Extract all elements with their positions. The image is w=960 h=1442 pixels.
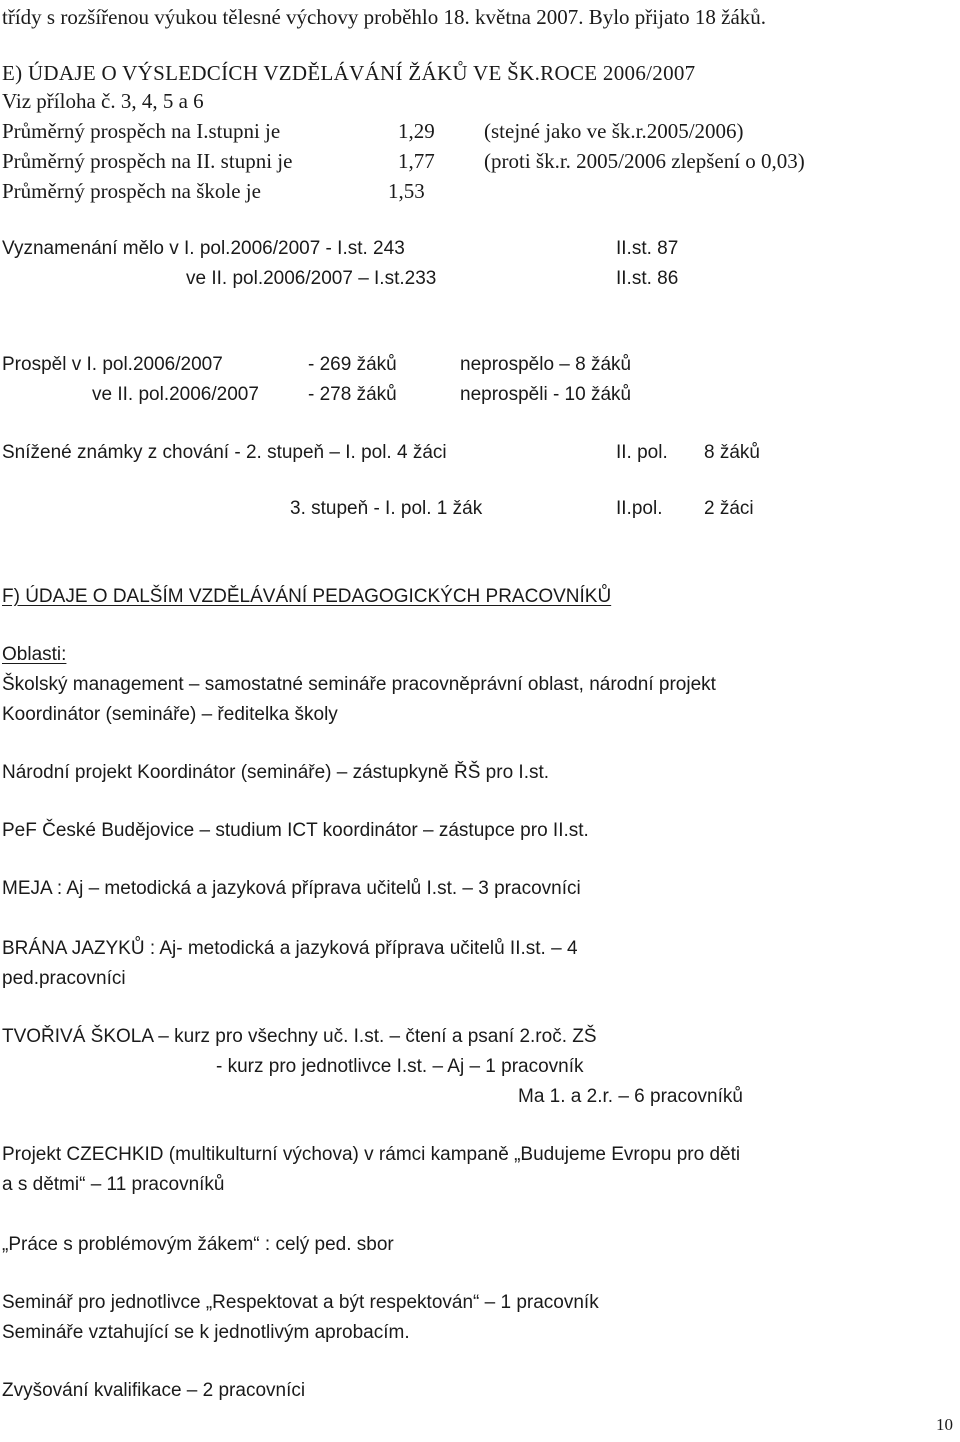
section-e-heading: E) ÚDAJE O VÝSLEDCÍCH VZDĚLÁVÁNÍ ŽÁKŮ VE ŠK.ROCE 2006/2007 [2,61,696,85]
training-line: MEJA : Aj – metodická a jazyková příprava učitelů I.st. – 3 pracovníci [2,878,581,899]
training-line: a s dětmi“ – 11 pracovníků [2,1174,225,1195]
average-value: 1,53 [388,179,425,203]
training-line: Semináře vztahující se k jednotlivým aprobacím. [2,1322,410,1343]
behaviour-pol: II.pol. [616,498,663,519]
training-line: Projekt CZECHKID (multikulturní výchova) v rámci kampaně „Budujeme Evropu pro děti [2,1144,741,1165]
behaviour-pol: II. pol. [616,442,668,463]
average-note: (proti šk.r. 2005/2006 zlepšení o 0,03) [484,149,805,173]
passed-label: ve II. pol.2006/2007 [92,384,259,405]
passed-label: Prospěl v I. pol.2006/2007 [2,354,223,375]
average-label: Průměrný prospěch na II. stupni je [2,149,293,173]
honors-right: II.st. 87 [616,238,679,259]
training-line: ped.pracovníci [2,968,126,989]
average-note: (stejné jako ve šk.r.2005/2006) [484,119,744,143]
average-label: Průměrný prospěch na I.stupni je [2,119,281,143]
behaviour-count: 8 žáků [704,442,760,463]
training-line: BRÁNA JAZYKŮ : Aj- metodická a jazyková příprava učitelů II.st. – 4 [2,938,578,959]
training-line: Zvyšování kvalifikace – 2 pracovníci [2,1380,306,1401]
average-label: Průměrný prospěch na škole je [2,179,261,203]
honors-label: Vyznamenání mělo v I. pol.2006/2007 - I.st. 243 [2,238,405,259]
training-line: Ma 1. a 2.r. – 6 pracovníků [518,1086,743,1107]
behaviour-label: Snížené známky z chování - 2. stupeň – I. pol. 4 žáci [2,442,447,463]
section-f-heading: F) ÚDAJE O DALŠÍM VZDĚLÁVÁNÍ PEDAGOGICKÝCH PRACOVNÍKŮ [2,586,612,607]
training-line: TVOŘIVÁ ŠKOLA – kurz pro všechny uč. I.st. – čtení a psaní 2.roč. ZŠ [2,1026,597,1047]
passed-count: - 278 žáků [308,384,397,405]
training-line: „Práce s problémovým žákem“ : celý ped. sbor [2,1234,394,1255]
passed-count: - 269 žáků [308,354,397,375]
failed-count: neprospěli - 10 žáků [460,384,632,405]
page-number: 10 [936,1415,953,1434]
attachment-reference: Viz příloha č. 3, 4, 5 a 6 [2,89,204,113]
training-line: Seminář pro jednotlivce „Respektovat a být respektován“ – 1 pracovník [2,1292,599,1313]
training-line: Školský management – samostatné semináře pracovněprávní oblast, národní projekt [2,674,716,695]
training-line: PeF České Budějovice – studium ICT koordinátor – zástupce pro II.st. [2,820,589,841]
areas-label: Oblasti: [2,644,67,665]
training-line: - kurz pro jednotlivce I.st. – Aj – 1 pracovník [216,1056,584,1077]
training-line: Národní projekt Koordinátor (semináře) – zástupkyně ŘŠ pro I.st. [2,762,550,783]
intro-line: třídy s rozšířenou výukou tělesné výchovy proběhlo 18. května 2007. Bylo přijato 18 žáků. [2,5,767,29]
behaviour-label: 3. stupeň - I. pol. 1 žák [290,498,483,519]
honors-label: ve II. pol.2006/2007 – I.st.233 [186,268,437,289]
average-value: 1,77 [398,149,435,173]
average-value: 1,29 [398,119,435,143]
training-line: Koordinátor (semináře) – ředitelka školy [2,704,338,725]
behaviour-count: 2 žáci [704,498,754,519]
honors-right: II.st. 86 [616,268,679,289]
failed-count: neprospělo – 8 žáků [460,354,632,375]
